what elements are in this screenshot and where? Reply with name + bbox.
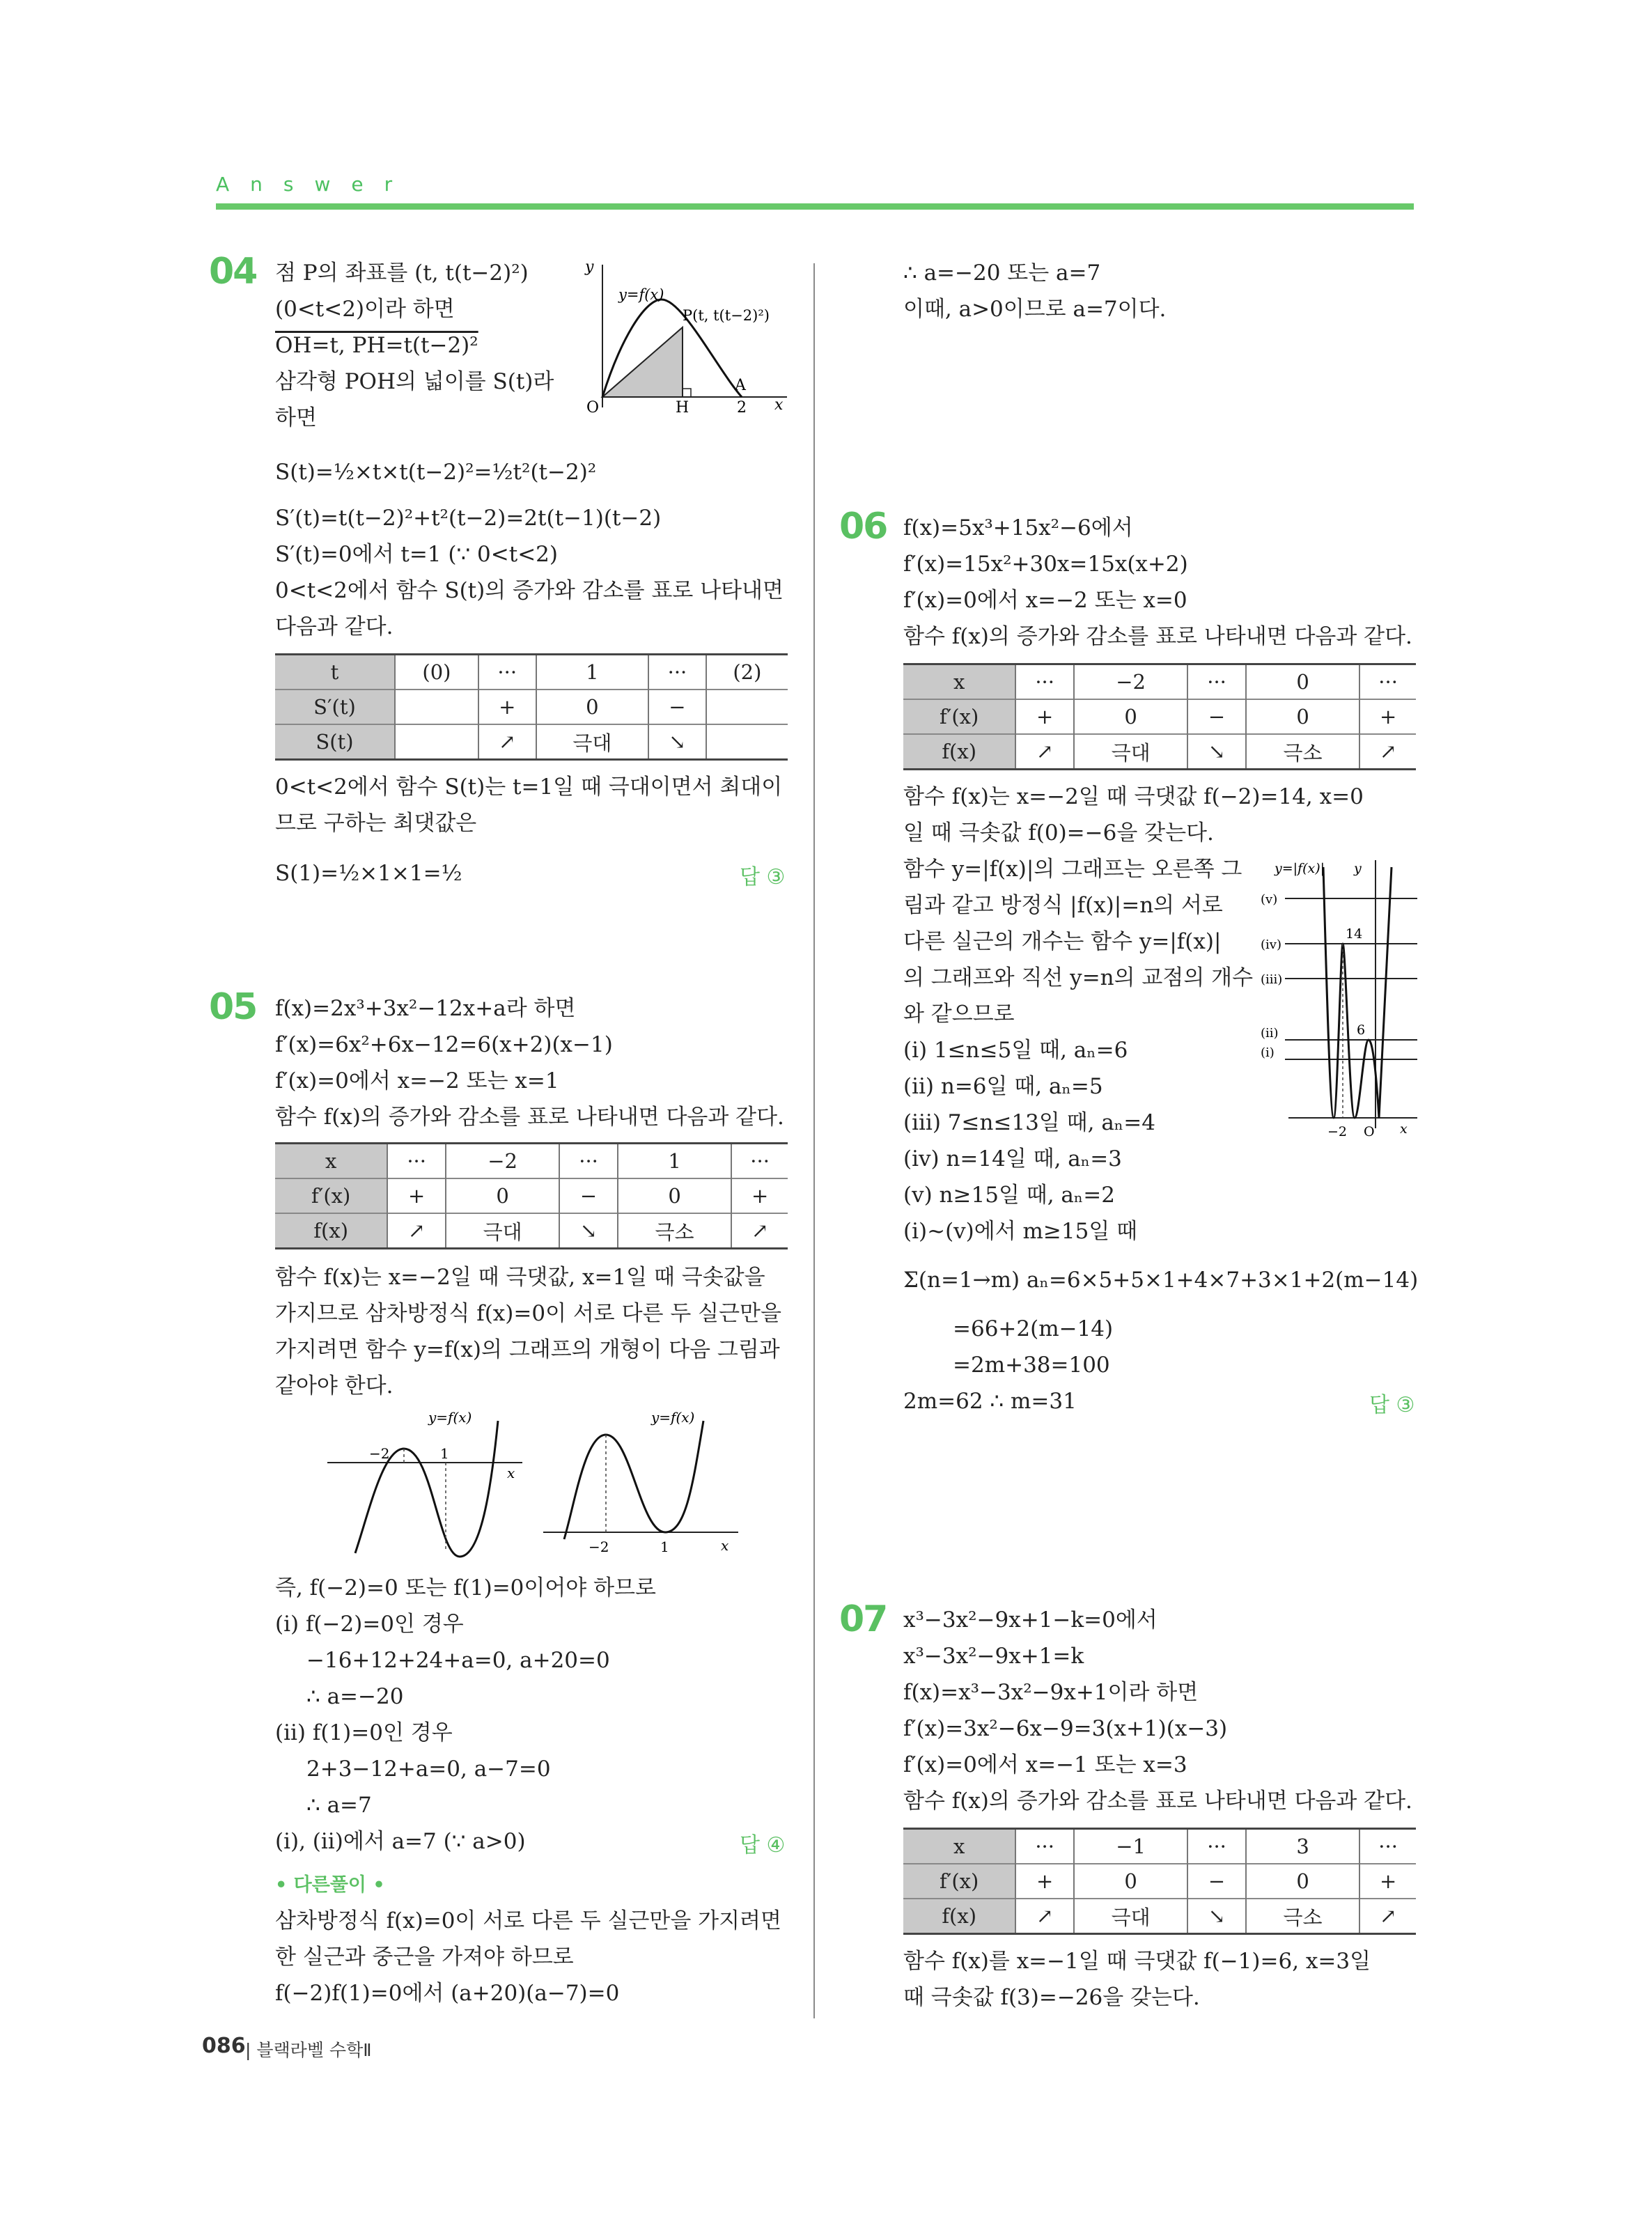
book-title: | 블랙라벨 수학Ⅱ: [245, 2040, 372, 2060]
graph-a: A: [735, 377, 746, 394]
table-cell: t: [275, 655, 395, 690]
p06-line: (ⅲ) 7≤n≤13일 때, aₙ=4: [903, 1110, 1155, 1135]
graph-y: y: [1354, 861, 1362, 876]
p04-line: S(1)=½×1×1=½: [275, 861, 462, 886]
table-cell: +: [1015, 1864, 1074, 1899]
table-cell: 0: [1246, 1864, 1359, 1899]
problem-number-07: 07: [839, 1598, 887, 1640]
table-cell: +: [387, 1178, 446, 1213]
graph-origin: O: [1364, 1124, 1375, 1139]
p06-graph: [1261, 853, 1421, 1146]
table-cell: ↘: [559, 1213, 618, 1249]
table-cell: x: [275, 1144, 387, 1179]
p04-line: S′(t)=t(t−2)²+t²(t−2)=2t(t−1)(t−2): [275, 506, 662, 531]
graph-origin: O: [586, 399, 600, 416]
column-divider: [813, 263, 815, 2018]
p06-line: (ⅰ) 1≤n≤5일 때, aₙ=6: [903, 1038, 1128, 1063]
p04-line: 다음과 같다.: [275, 614, 393, 639]
table-cell: ···: [478, 655, 536, 690]
table-cell: S(t): [275, 724, 395, 760]
table-row: [275, 724, 788, 760]
problem-number-05: 05: [209, 986, 257, 1028]
table-row: [275, 1144, 788, 1179]
table-cell: ···: [1359, 664, 1416, 700]
p06-answer: 답 ③: [1369, 1393, 1415, 1417]
p04-line: 므로 구하는 최댓값은: [275, 811, 477, 836]
graph-x: x: [1400, 1121, 1408, 1137]
p04-graph: [578, 258, 794, 418]
table-cell: 0: [1074, 699, 1187, 734]
section-header: Answer: [216, 173, 414, 196]
table-cell: x: [903, 664, 1015, 700]
table-cell: ···: [559, 1144, 618, 1179]
p06-line: 림과 같고 방정식 |f(x)|=n의 서로: [903, 893, 1223, 918]
table-cell: −1: [1074, 1829, 1187, 1864]
graph-x: x: [507, 1465, 515, 1481]
table-cell: [706, 690, 788, 724]
p04-variation-table: [275, 653, 788, 761]
p06-line: 2m=62 ∴ m=31: [903, 1389, 1077, 1414]
p05-graph-left: [327, 1407, 529, 1560]
table-cell: 극대: [536, 724, 649, 760]
p06-line: f′(x)=0에서 x=−2 또는 x=0: [903, 588, 1187, 613]
table-cell: f′(x): [903, 699, 1015, 734]
p05-line: 함수 f(x)의 증가와 감소를 표로 나타내면 다음과 같다.: [275, 1105, 784, 1130]
table-cell: +: [1359, 1864, 1416, 1899]
table-cell: 1: [618, 1144, 731, 1179]
p04-line: 0<t<2에서 함수 S(t)의 증가와 감소를 표로 나타내면: [275, 578, 784, 603]
p04-line: 삼각형 POH의 넓이를 S(t)라: [275, 369, 554, 394]
table-cell: f′(x): [275, 1178, 387, 1213]
table-cell: 0: [1246, 699, 1359, 734]
p07-line: 함수 f(x)의 증가와 감소를 표로 나타내면 다음과 같다.: [903, 1789, 1412, 1814]
graph-label-i: (ⅰ): [1261, 1045, 1275, 1060]
table-row: [903, 1829, 1416, 1864]
table-cell: ···: [1015, 664, 1074, 700]
graph-curve-label: y=f(x): [618, 286, 664, 303]
p06-line: 의 그래프와 직선 y=n의 교점의 개수: [903, 965, 1254, 990]
table-cell: ↗: [1015, 734, 1074, 770]
p07-line: 함수 f(x)를 x=−1일 때 극댓값 f(−1)=6, x=3일: [903, 1949, 1371, 1974]
p05-line: 2+3−12+a=0, a−7=0: [306, 1757, 551, 1782]
graph-x-label: x: [774, 396, 784, 414]
p05-line: f′(x)=0에서 x=−2 또는 x=1: [275, 1068, 559, 1093]
p05-variation-table: [275, 1142, 788, 1249]
table-cell: +: [1359, 699, 1416, 734]
table-row: [903, 1864, 1416, 1899]
table-cell: ↗: [387, 1213, 446, 1249]
table-cell: 3: [1246, 1829, 1359, 1864]
p06-line: f(x)=5x³+15x²−6에서: [903, 515, 1133, 540]
table-row: [275, 1178, 788, 1213]
table-cell: [395, 724, 478, 760]
p06-line: (ⅱ) n=6일 때, aₙ=5: [903, 1074, 1103, 1099]
table-cell: S′(t): [275, 690, 395, 724]
graph-y-label: y: [585, 258, 594, 276]
p07-line: f(x)=x³−3x²−9x+1이라 하면: [903, 1680, 1199, 1705]
table-cell: 0: [618, 1178, 731, 1213]
p04-line: 점 P의 좌표를 (t, t(t−2)²): [275, 260, 529, 286]
table-cell: +: [1015, 699, 1074, 734]
p05-cont-line: 이때, a>0이므로 a=7이다.: [903, 297, 1167, 322]
p05-line: 한 실근과 중근을 가져야 하므로: [275, 1945, 574, 1970]
table-cell: ···: [1187, 1829, 1246, 1864]
graph-curve-label: y=f(x): [651, 1409, 695, 1426]
graph-neg2: −2: [1327, 1124, 1348, 1139]
table-cell: [706, 724, 788, 760]
p06-line: f′(x)=15x²+30x=15x(x+2): [903, 552, 1188, 577]
p06-line: (ⅳ) n=14일 때, aₙ=3: [903, 1146, 1122, 1171]
table-cell: 0: [1074, 1864, 1187, 1899]
table-cell: (2): [706, 655, 788, 690]
table-cell: 극소: [1246, 734, 1359, 770]
table-cell: −2: [1074, 664, 1187, 700]
page-number: 086: [202, 2034, 246, 2058]
header-rule: [216, 203, 1414, 210]
table-cell: −: [1187, 1864, 1246, 1899]
p05-line: (ⅱ) f(1)=0인 경우: [275, 1720, 453, 1745]
table-cell: ↗: [1015, 1899, 1074, 1934]
p05-line: 가지므로 삼차방정식 f(x)=0이 서로 다른 두 실근만을: [275, 1301, 781, 1326]
p07-variation-table: [903, 1828, 1416, 1935]
p06-line: 함수 y=|f(x)|의 그래프는 오른쪽 그: [903, 857, 1242, 882]
p05-line: 같아야 한다.: [275, 1373, 393, 1399]
table-cell: ↗: [1359, 734, 1416, 770]
table-cell: +: [731, 1178, 788, 1213]
problem-number-06: 06: [839, 506, 887, 547]
table-cell: ···: [1015, 1829, 1074, 1864]
table-cell: f(x): [275, 1213, 387, 1249]
graph-six: 6: [1357, 1022, 1366, 1038]
p06-line: =2m+38=100: [953, 1353, 1110, 1378]
table-row: [275, 655, 788, 690]
graph-one: 1: [440, 1445, 449, 1462]
table-cell: f(x): [903, 734, 1015, 770]
table-row: [903, 699, 1416, 734]
graph-label-v: (ⅴ): [1261, 892, 1278, 907]
table-row: [903, 664, 1416, 700]
table-row: [903, 734, 1416, 770]
p07-line: 때 극솟값 f(3)=−26을 갖는다.: [903, 1985, 1200, 2010]
p05-line: 삼차방정식 f(x)=0이 서로 다른 두 실근만을 가지려면: [275, 1908, 781, 1933]
table-row: [903, 1899, 1416, 1934]
graph-label-iii: (ⅲ): [1261, 972, 1283, 987]
table-cell: 극대: [1074, 1899, 1187, 1934]
graph-one: 1: [660, 1539, 669, 1555]
table-cell: 0: [536, 690, 649, 724]
graph-two: 2: [737, 399, 747, 416]
table-cell: ↘: [648, 724, 706, 760]
p05-line: (ⅰ), (ⅱ)에서 a=7 (∵ a>0): [275, 1829, 526, 1854]
p05-cont-line: ∴ a=−20 또는 a=7: [903, 260, 1101, 286]
graph-neg2: −2: [589, 1539, 609, 1555]
p05-line: 함수 f(x)는 x=−2일 때 극댓값, x=1일 때 극솟값을: [275, 1265, 765, 1290]
table-cell: 1: [536, 655, 649, 690]
p05-line: ∴ a=7: [306, 1793, 372, 1818]
graph-h: H: [676, 399, 689, 416]
table-cell: 극소: [1246, 1899, 1359, 1934]
p05-line: f(x)=2x³+3x²−12x+a라 하면: [275, 996, 576, 1021]
table-cell: 극대: [1074, 734, 1187, 770]
p05-line: f′(x)=6x²+6x−12=6(x+2)(x−1): [275, 1032, 613, 1057]
table-cell: ···: [648, 655, 706, 690]
table-row: [275, 690, 788, 724]
table-cell: (0): [395, 655, 478, 690]
table-cell: −2: [446, 1144, 559, 1179]
table-cell: −: [648, 690, 706, 724]
p06-variation-table: [903, 663, 1416, 770]
table-row: [275, 1213, 788, 1249]
table-cell: ↘: [1187, 734, 1246, 770]
table-cell: ↗: [1359, 1899, 1416, 1934]
p05-line: f(−2)f(1)=0에서 (a+20)(a−7)=0: [275, 1981, 620, 2006]
table-cell: 0: [1246, 664, 1359, 700]
table-cell: 극소: [618, 1213, 731, 1249]
p04-answer: 답 ③: [740, 865, 786, 889]
problem-number-04: 04: [209, 251, 257, 293]
p06-line: 함수 f(x)는 x=−2일 때 극댓값 f(−2)=14, x=0: [903, 784, 1364, 809]
table-cell: ···: [1187, 664, 1246, 700]
table-cell: ↗: [731, 1213, 788, 1249]
table-cell: −: [559, 1178, 618, 1213]
p04-line: OH=t, PH=t(t−2)²: [275, 333, 478, 358]
table-cell: +: [478, 690, 536, 724]
p06-line: 일 때 극솟값 f(0)=−6을 갖는다.: [903, 820, 1214, 846]
p04-line: S(t)=½×t×t(t−2)²=½t²(t−2)²: [275, 460, 597, 485]
graph-curve-label: y=f(x): [428, 1409, 472, 1426]
p05-answer: 답 ④: [740, 1833, 786, 1858]
p04-line: 0<t<2에서 함수 S(t)는 t=1일 때 극대이면서 최대이: [275, 774, 783, 800]
p06-line: Σ(n=1→m) aₙ=6×5+5×1+4×7+3×1+2(m−14): [903, 1268, 1419, 1293]
p05-line: 가지려면 함수 y=f(x)의 그래프의 개형이 다음 그림과: [275, 1337, 780, 1362]
table-cell: ···: [387, 1144, 446, 1179]
table-cell: 0: [446, 1178, 559, 1213]
p05-graph-right: [536, 1407, 745, 1560]
p05-line: 즉, f(−2)=0 또는 f(1)=0이어야 하므로: [275, 1575, 656, 1601]
graph-x: x: [721, 1537, 729, 1554]
table-cell: 극대: [446, 1213, 559, 1249]
table-cell: ↗: [478, 724, 536, 760]
p07-line: f′(x)=0에서 x=−1 또는 x=3: [903, 1752, 1187, 1777]
p06-line: (ⅰ)~(ⅴ)에서 m≥15일 때: [903, 1219, 1138, 1244]
graph-fourteen: 14: [1346, 926, 1363, 942]
p04-line: S′(t)=0에서 t=1 (∵ 0<t<2): [275, 542, 558, 567]
p05-line: ∴ a=−20: [306, 1684, 404, 1709]
p05-alt-label: • 다른풀이 •: [275, 1874, 385, 1896]
p05-line: −16+12+24+a=0, a+20=0: [306, 1648, 610, 1673]
p07-line: x³−3x²−9x+1=k: [903, 1644, 1084, 1669]
table-cell: f(x): [903, 1899, 1015, 1934]
p04-line: 하면: [275, 405, 317, 430]
p04-line: (0<t<2)이라 하면: [275, 297, 455, 322]
graph-neg2: −2: [369, 1445, 390, 1462]
table-cell: f′(x): [903, 1864, 1015, 1899]
table-cell: −: [1187, 699, 1246, 734]
p07-line: f′(x)=3x²−6x−9=3(x+1)(x−3): [903, 1716, 1228, 1741]
table-cell: ···: [1359, 1829, 1416, 1864]
graph-point-p: P(t, t(t−2)²): [683, 307, 770, 324]
graph-label-ii: (ⅱ): [1261, 1026, 1279, 1041]
graph-label-iv: (ⅳ): [1261, 937, 1281, 952]
p06-line: 다른 실근의 개수는 함수 y=|f(x)|: [903, 929, 1222, 954]
p06-line: =66+2(m−14): [953, 1316, 1114, 1341]
graph-curve-label: y=|f(x)|: [1275, 861, 1325, 876]
table-cell: x: [903, 1829, 1015, 1864]
p06-line: (ⅴ) n≥15일 때, aₙ=2: [903, 1183, 1115, 1208]
p06-line: 함수 f(x)의 증가와 감소를 표로 나타내면 다음과 같다.: [903, 624, 1412, 649]
table-cell: ↘: [1187, 1899, 1246, 1934]
p06-line: 와 같으므로: [903, 1002, 1015, 1027]
p07-line: x³−3x²−9x+1−k=0에서: [903, 1607, 1158, 1633]
table-cell: [395, 690, 478, 724]
table-cell: ···: [731, 1144, 788, 1179]
p05-line: (ⅰ) f(−2)=0인 경우: [275, 1612, 464, 1637]
